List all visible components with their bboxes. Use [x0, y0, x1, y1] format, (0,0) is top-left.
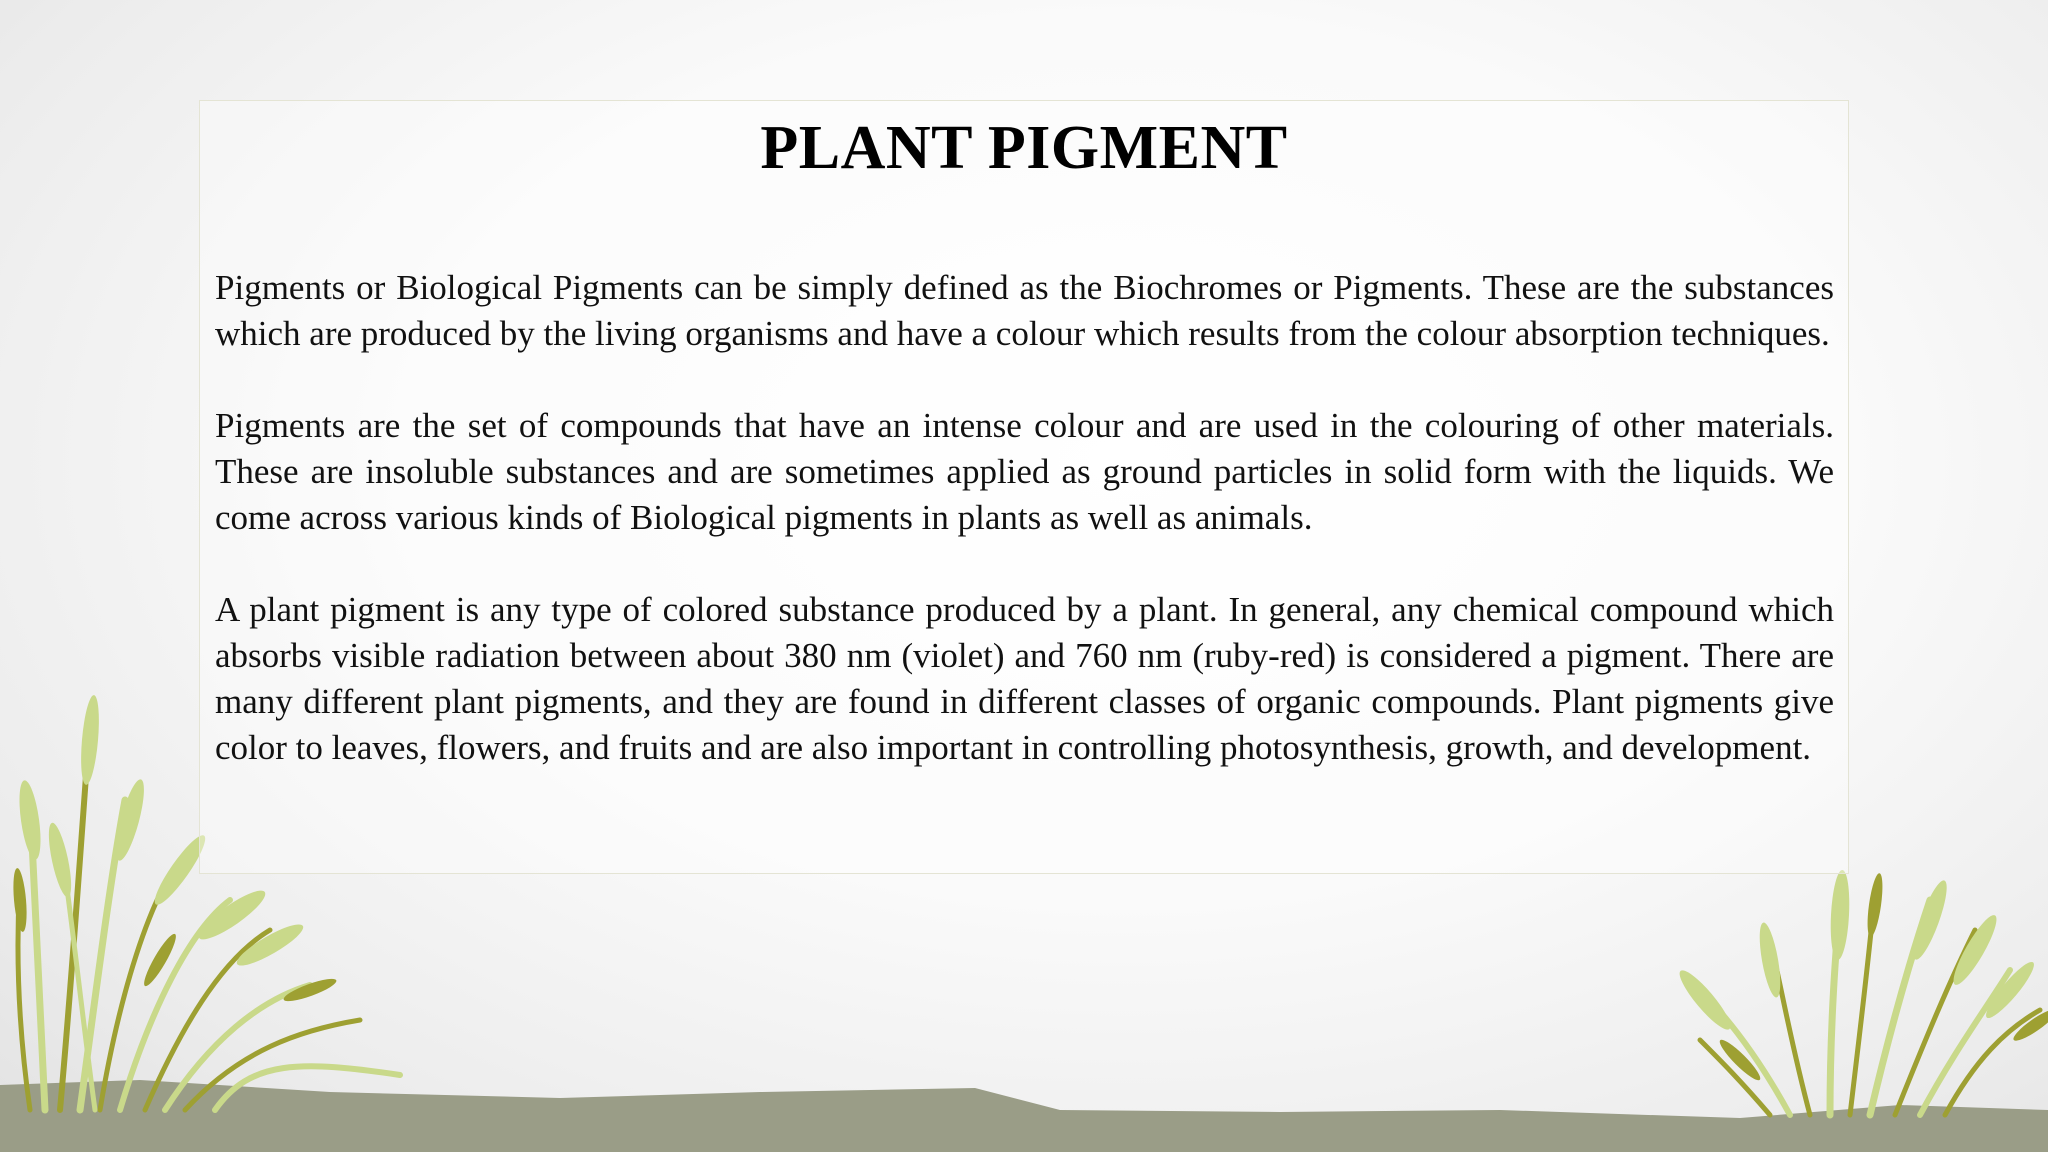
- slide-title: PLANT PIGMENT: [760, 114, 1288, 182]
- ground-hill: [0, 1080, 2048, 1152]
- paragraph-2: Pigments are the set of compounds that have an intense colour and are used in the colouring of other materials. These are insoluble substances and are sometimes applied as ground particles in solid form with the liquids. We come across various kinds of Biological pigments in plants as well as animals.: [215, 406, 1834, 537]
- paragraph-3: A plant pigment is any type of colored substance produced by a plant. In general, any chemical compound which absorbs visible radiation between about 380 nm (violet) and 760 nm (ruby-red) is considered a pigment. There are many different plant pigments, and they are found in different classes of organic compounds. Plant pigments give color to leaves, flowers, and fruits and are also important in controlling photosynthesis, growth, and development.: [215, 590, 1834, 767]
- paragraph-1: Pigments or Biological Pigments can be simply defined as the Biochromes or Pigments. These are the substances which are produced by the living organisms and have a colour which results from the colour absorption techniques.: [215, 268, 1834, 353]
- body-text: [215, 265, 1834, 771]
